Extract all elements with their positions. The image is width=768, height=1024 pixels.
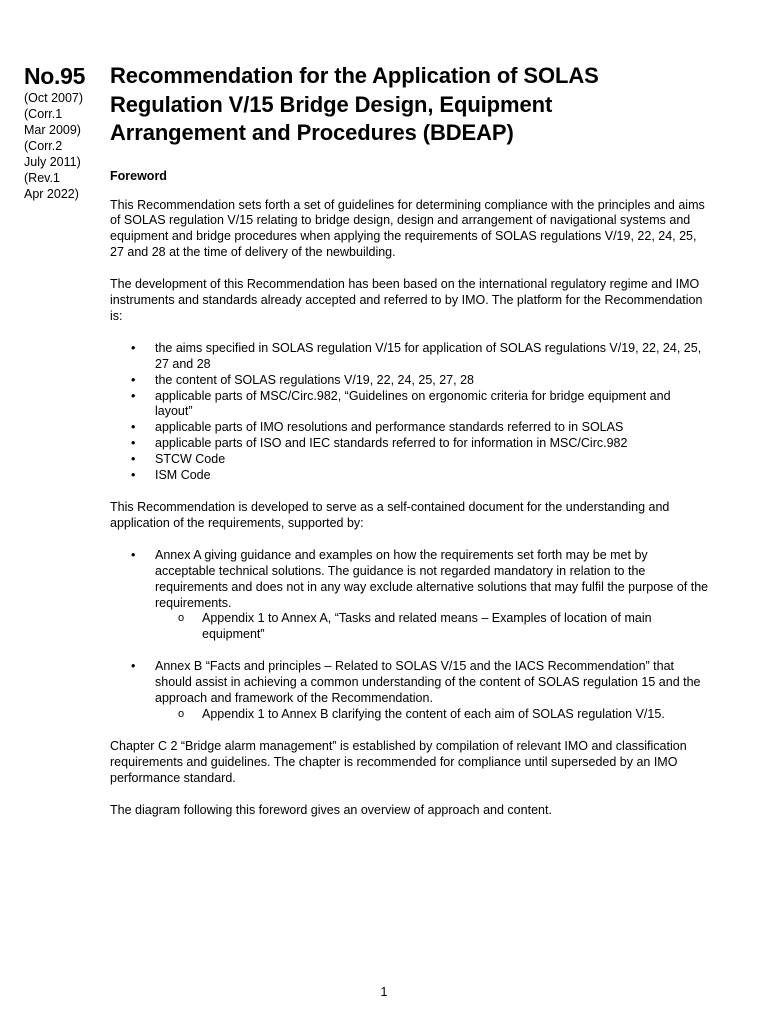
list-item [110,389,710,421]
sub-list-item-text: Appendix 1 to Annex B clarifying the content of each aim of SOLAS regulation V/15. [202,706,665,721]
bullet-icon: • [131,436,136,451]
list-item [110,468,710,484]
bullet-icon: • [131,372,136,387]
document-body [110,62,710,819]
list-item-text: STCW Code [155,452,226,467]
list-item-text: the content of SOLAS regulations V/19, 22, 24, 25, 27, 28 [155,372,474,387]
annex-a-text: Annex A giving guidance and examples on how the requirements set forth may be met by acceptable technical solutions. The guidance is not regarded mandatory in relation to the requirements and does not in any way exclude alternative solutions that may fulfil the purpose of the requirements. [155,547,709,610]
revision-line: Mar 2009) [24,123,81,137]
revision-line: July 2011) [24,155,81,169]
title-line: Arrangement and Procedures (BDEAP) [110,120,514,145]
bullet-icon: • [131,468,136,483]
foreword-paragraph-2: The development of this Recommendation has been based on the international regulatory regime and IMO instruments and standards already accepted and referred to by IMO. The platform for the Recommendation is: [110,277,703,323]
foreword-paragraph-1: This Recommendation sets forth a set of guidelines for determining compliance with the principles and aims of SOLAS regulation V/15 relating to bridge design, design and arrangement of navigational systems and equipment and bridge procedures when applying the requirements of SOLAS regulations V/19, 22, 24, 25, 27 and 28 at the time of delivery of the newbuilding. [110,197,705,260]
title-line: Regulation V/15 Bridge Design, Equipment [110,91,553,117]
revision-line: (Corr.2 [24,139,63,153]
list-item [110,548,710,643]
sub-list-item-text: Appendix 1 to Annex A, “Tasks and related means – Examples of location of main equipment” [202,611,652,642]
list-item [110,420,710,436]
revision-line: (Rev.1 [24,171,60,185]
list-item [110,436,710,452]
foreword-heading: Foreword [110,168,167,183]
list-item [110,452,710,468]
sub-list-item [110,611,710,643]
page-number: 1 [380,985,388,999]
platform-list [110,341,710,484]
sub-list-item [110,707,710,723]
annex-b-text: Annex B “Facts and principles – Related to SOLAS V/15 and the IACS Recommendation” that should assist in achieving a common understanding of the content of SOLAS regulation 15 and the approach and framework of the Recommendation. [155,659,701,706]
list-item-text: ISM Code [155,468,211,483]
list-item-text: applicable parts of ISO and IEC standards referred to for information in MSC/Circ.982 [155,436,628,451]
foreword-paragraph-3: This Recommendation is developed to serve as a self-contained document for the understanding and application of the requirements, supported by: [110,500,670,530]
annex-a-sublist [155,611,710,643]
bullet-icon: • [131,388,136,403]
revision-line: (Oct 2007) [24,91,84,105]
list-item-text: the aims specified in SOLAS regulation V/15 for application of SOLAS regulations V/19, 22, 24, 25, 27 and 28 [155,340,702,371]
title-line: Recommendation for the Application of SOLAS [110,63,599,88]
revision-line: Apr 2022) [24,187,79,201]
bullet-icon: • [131,340,136,355]
bullet-icon: • [131,547,136,562]
list-item-text: applicable parts of IMO resolutions and performance standards referred to in SOLAS [155,420,624,435]
document-number: No.95 [24,63,86,89]
list-item-text: applicable parts of MSC/Circ.982, “Guidelines on ergonomic criteria for bridge equipment and layout” [155,388,671,419]
foreword-paragraph-5: The diagram following this foreword gives an overview of approach and content. [110,802,552,817]
circle-bullet-icon: o [178,707,185,720]
annex-b-sublist [155,707,710,723]
bullet-icon: • [131,452,136,467]
foreword-paragraph-4: Chapter C 2 “Bridge alarm management” is established by compilation of relevant IMO and classification requirements and guidelines. The chapter is recommended for compliance until superseded by an IMO performance standard. [110,738,687,785]
revision-line: (Corr.1 [24,107,63,121]
list-item [110,373,710,389]
document-sidebar [24,62,106,202]
list-item [110,659,710,723]
bullet-icon: • [131,659,136,674]
circle-bullet-icon: o [178,612,185,625]
list-item [110,341,710,373]
annex-list [110,548,710,723]
bullet-icon: • [131,420,136,435]
document-title [110,62,710,148]
